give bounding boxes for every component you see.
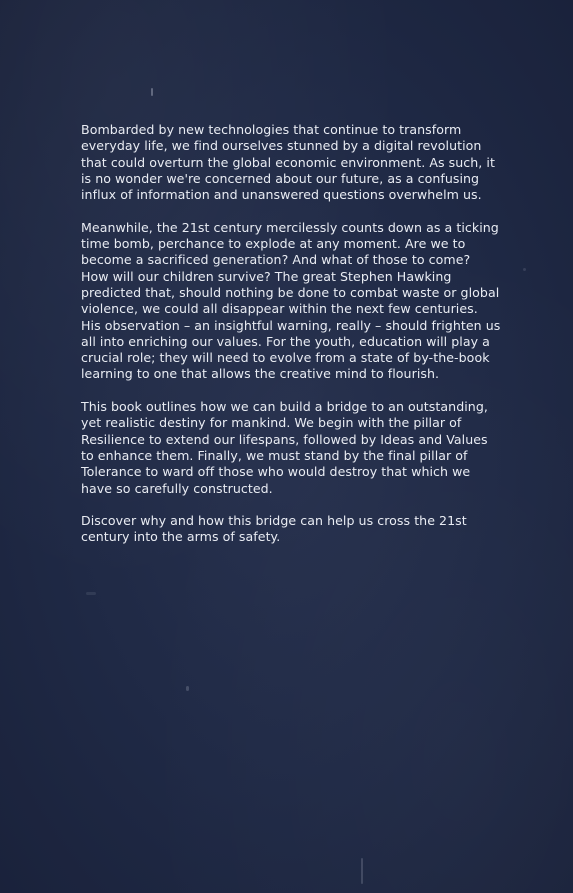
blurb-paragraph: Bombarded by new technologies that continue to transform everyday life, we find ourselves stunned by a digital revolution that could overturn the global economic environment. As such, it is no wonder we're concerned about our future, as a confusing influx of information and unanswered questions overwhelm us.: [81, 122, 495, 203]
blurb-paragraph: Discover why and how this bridge can help us cross the 21st century into the arms of safety.: [81, 513, 467, 545]
cover-scuff-mark: [361, 858, 363, 884]
blurb-paragraph: Meanwhile, the 21st century mercilessly counts down as a ticking time bomb, perchance to explode at any moment. Are we to become a sacrificed generation? And what of those to come? How will our children survive? The great Stephen Hawking predicted that, should nothing be done to combat waste or global violence, we could all disappear within the next few centuries. His observation – an insightful warning, really – should frighten us all into enriching our values. For the youth, education will play a crucial role; they will need to evolve from a state of by-the-book learning to one that allows the creative mind to flourish.: [81, 219, 501, 382]
cover-scuff-mark: [151, 88, 153, 96]
cover-scuff-mark: [523, 268, 526, 271]
blurb-text: [81, 122, 501, 562]
cover-scuff-mark: [186, 686, 189, 691]
blurb-paragraph: This book outlines how we can build a bridge to an outstanding, yet realistic destiny for mankind. We begin with the pillar of Resilience to extend our lifespans, followed by Ideas and Values to enhance them. Finally, we must stand by the final pillar of Tolerance to ward off those who would destroy that which we have so carefully constructed.: [81, 399, 488, 496]
cover-scuff-mark: [86, 592, 96, 595]
